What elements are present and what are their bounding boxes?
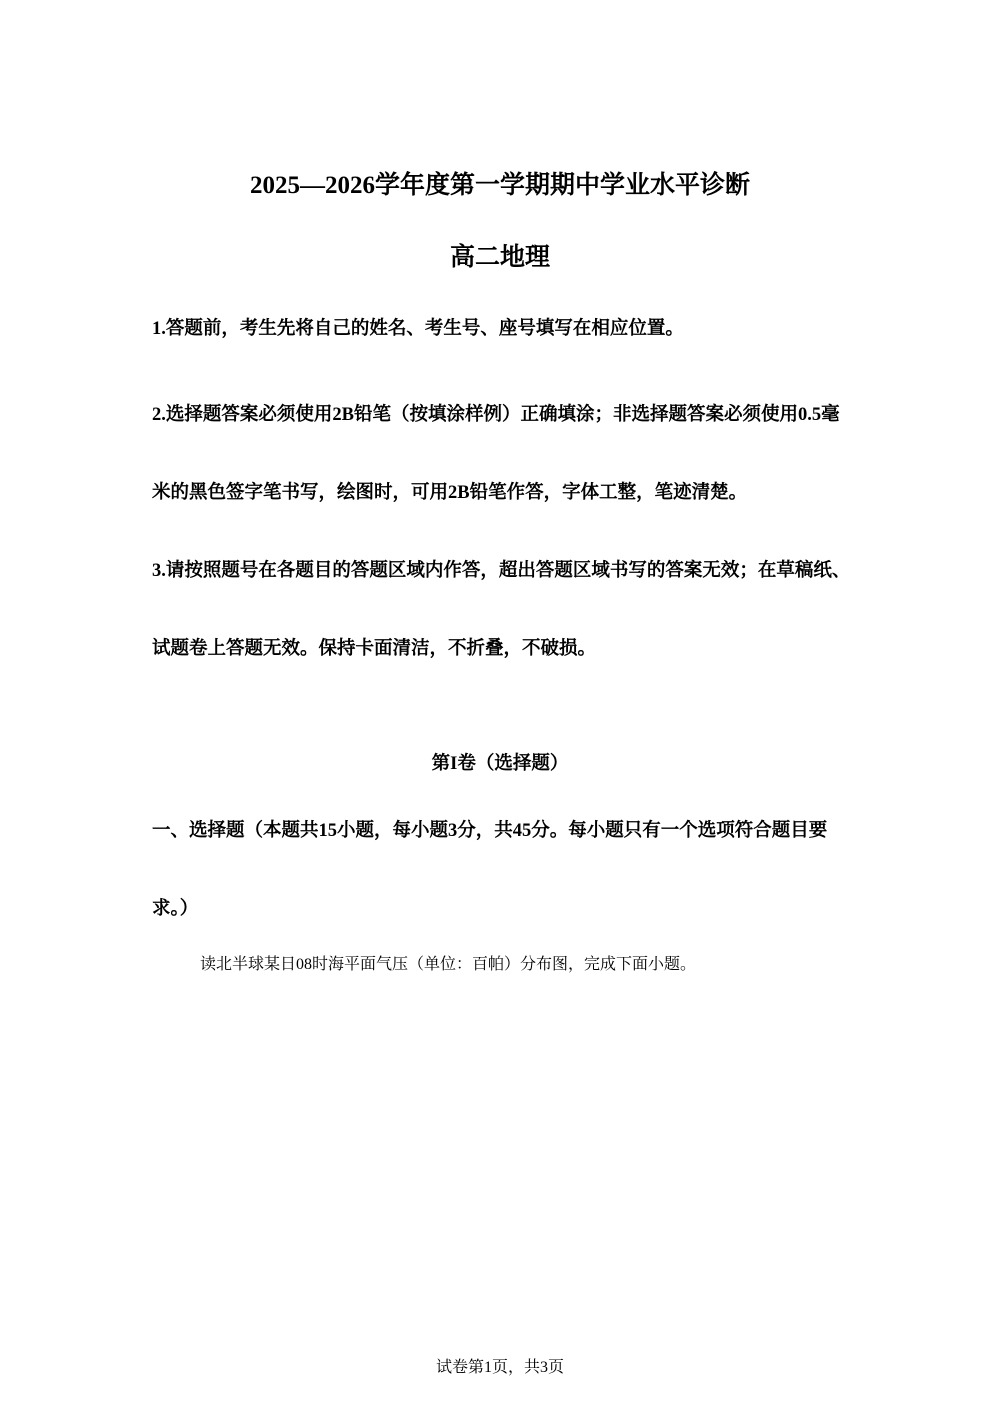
- page-footer: 试卷第1页，共3页: [435, 1359, 564, 1376]
- section-title: 第I卷（选择题）: [431, 754, 569, 774]
- instruction-item-1: 1.答题前，考生先将自己的姓名、考生号、座号填写在相应位置。: [152, 319, 684, 339]
- exam-subject: 高二地理: [449, 244, 550, 271]
- instruction-item-2: 2.选择题答案必须使用2B铅笔（按填涂样例）正确填涂；非选择题答案必须使用0.5毫米的黑色签字笔书写，绘图时，可用2B铅笔作答，字体工整，笔迹清楚。: [152, 405, 840, 503]
- question-intro: 读北半球某日08时海平面气压（单位：百帕）分布图，完成下面小题。: [200, 956, 697, 973]
- instructions-block: [152, 312, 852, 688]
- section-heading: 一、选择题（本题共15小题，每小题3分，共45分。每小题只有一个选项符合题目要求。）: [152, 821, 828, 919]
- exam-title: 2025—2026学年度第一学期期中学业水平诊断: [249, 172, 750, 199]
- instruction-item-3: 3.请按照题号在各题目的答题区域内作答，超出答题区域书写的答案无效；在草稿纸、试题卷上答题无效。保持卡面清洁，不折叠，不破损。: [152, 561, 851, 659]
